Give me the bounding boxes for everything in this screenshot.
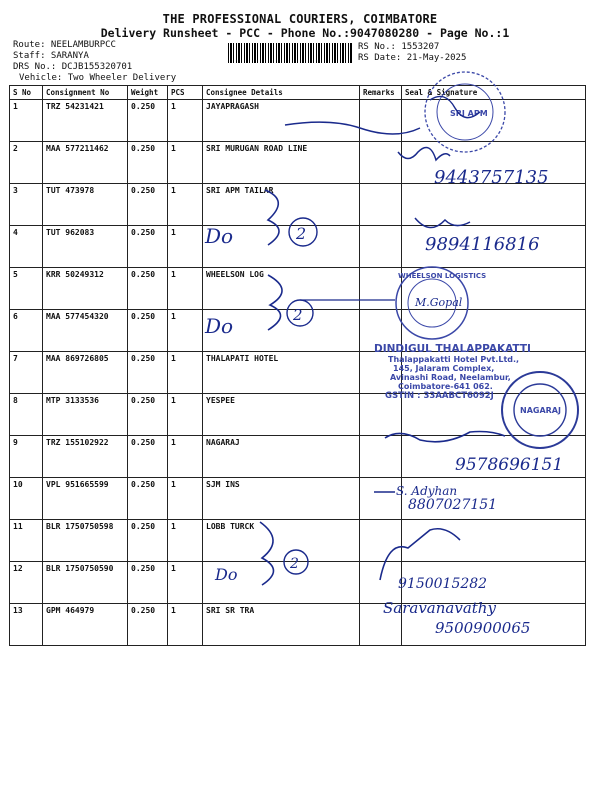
cell-sno: 3 [10, 184, 43, 226]
handwritten-ditto: Do [205, 314, 234, 338]
cell-weight: 0.250 [128, 562, 168, 604]
cell-consignment: KRR 50249312 [43, 268, 128, 310]
cell-seal [402, 226, 586, 268]
table-row [10, 520, 586, 562]
cell-weight: 0.250 [128, 604, 168, 646]
cell-consignee: SRI APM TAILAR [203, 184, 360, 226]
table-row [10, 436, 586, 478]
rs-date: RS Date: 21-May-2025 [358, 53, 467, 63]
cell-seal [402, 604, 586, 646]
document-title: THE PROFESSIONAL COURIERS, COIMBATORE [162, 12, 438, 26]
cell-remarks [360, 562, 402, 604]
cell-sno: 7 [10, 352, 43, 394]
cell-consignment: TUT 473978 [43, 184, 128, 226]
col-header-remarks: Remarks [360, 86, 402, 100]
cell-consignment: MAA 869726805 [43, 352, 128, 394]
cell-consignment: VPL 951665599 [43, 478, 128, 520]
cell-remarks [360, 478, 402, 520]
cell-pcs: 1 [168, 184, 203, 226]
cell-sno: 5 [10, 268, 43, 310]
cell-remarks [360, 394, 402, 436]
handwritten-phone: 9500900065 [435, 619, 531, 637]
cell-pcs: 1 [168, 436, 203, 478]
cell-sno: 2 [10, 142, 43, 184]
cell-pcs: 1 [168, 226, 203, 268]
col-header-seal: Seal & Signature [402, 86, 586, 100]
cell-seal [402, 436, 586, 478]
cell-pcs: 1 [168, 520, 203, 562]
cell-weight: 0.250 [128, 310, 168, 352]
cell-sno: 13 [10, 604, 43, 646]
cell-seal [402, 184, 586, 226]
stamp-line: 145, Jalaram Complex, [393, 364, 495, 373]
handwritten-phone: 8807027151 [408, 497, 498, 513]
runsheet-table [9, 85, 586, 646]
col-header-consignment: Consignment No [43, 86, 128, 100]
stamp-gstin: GSTIN : 33AABCT6092J [385, 391, 494, 401]
cell-consignee: SJM INS [203, 478, 360, 520]
cell-weight: 0.250 [128, 226, 168, 268]
rs-number: RS No.: 1553207 [358, 42, 440, 52]
cell-pcs: 1 [168, 562, 203, 604]
cell-seal [402, 562, 586, 604]
table-row [10, 268, 586, 310]
table-row [10, 310, 586, 352]
stamp-line: Avinashi Road, Neelambur, [390, 373, 511, 382]
cell-sno: 1 [10, 100, 43, 142]
cell-weight: 0.250 [128, 268, 168, 310]
table-row [10, 478, 586, 520]
handwritten-circle-number: 2 [293, 306, 303, 324]
cell-consignment: MTP 3133536 [43, 394, 128, 436]
wheelson-stamp-text: WHEELSON LOGISTICS [398, 272, 487, 280]
drs-label: DRS No.: DCJB155320701 [13, 62, 133, 72]
cell-pcs: 1 [168, 100, 203, 142]
table-row [10, 100, 586, 142]
cell-consignment: TUT 962083 [43, 226, 128, 268]
col-header-pcs: PCS [168, 86, 203, 100]
table-row [10, 226, 586, 268]
table-row [10, 352, 586, 394]
cell-remarks [360, 604, 402, 646]
vehicle-label: Vehicle: Two Wheeler Delivery [19, 73, 177, 83]
cell-consignment: BLR 1750750598 [43, 520, 128, 562]
cell-remarks [360, 520, 402, 562]
cell-remarks [360, 268, 402, 310]
cell-consignment: MAA 577454320 [43, 310, 128, 352]
cell-remarks [360, 100, 402, 142]
cell-seal [402, 310, 586, 352]
cell-sno: 11 [10, 520, 43, 562]
table-header-row [10, 86, 586, 100]
cell-pcs: 1 [168, 478, 203, 520]
cell-weight: 0.250 [128, 142, 168, 184]
stamp-line: Thalappakatti Hotel Pvt.Ltd., [388, 355, 520, 364]
document-subtitle: Delivery Runsheet - PCC - Phone No.:9047080280 - Page No.:1 [100, 26, 510, 40]
cell-consignee: SRI MURUGAN ROAD LINE [203, 142, 360, 184]
cell-remarks [360, 226, 402, 268]
staff-label: Staff: SARANYA [13, 51, 89, 61]
cell-remarks [360, 310, 402, 352]
cell-weight: 0.250 [128, 100, 168, 142]
cell-consignee [203, 310, 360, 352]
cell-weight: 0.250 [128, 352, 168, 394]
cell-consignment: GPM 464979 [43, 604, 128, 646]
table-row [10, 142, 586, 184]
cell-sno: 6 [10, 310, 43, 352]
cell-pcs: 1 [168, 268, 203, 310]
barcode [228, 43, 352, 63]
cell-weight: 0.250 [128, 436, 168, 478]
cell-consignee: YESPEE [203, 394, 360, 436]
cell-consignee [203, 562, 360, 604]
handwritten-phone: 9443757135 [434, 167, 549, 188]
handwritten-name: S. Adyhan [396, 484, 458, 498]
handwritten-sig: M.Gopal [415, 296, 463, 309]
col-header-sno: S No [10, 86, 43, 100]
cell-remarks [360, 184, 402, 226]
cell-seal [402, 352, 586, 394]
handwritten-ditto: Do [215, 565, 238, 584]
cell-consignee: THALAPATI HOTEL [203, 352, 360, 394]
cell-seal [402, 520, 586, 562]
handwritten-circle-number: 2 [296, 224, 307, 243]
table-row [10, 394, 586, 436]
cell-consignment: TRZ 54231421 [43, 100, 128, 142]
handwritten-phone: 9150015282 [398, 576, 488, 592]
handwritten-name: Saravanavathy [383, 599, 496, 617]
cell-sno: 12 [10, 562, 43, 604]
handwritten-circle-number: 2 [290, 556, 299, 572]
col-header-weight: Weight [128, 86, 168, 100]
handwritten-phone: 9894116816 [425, 234, 540, 255]
cell-pcs: 1 [168, 142, 203, 184]
cell-pcs: 1 [168, 394, 203, 436]
cell-weight: 0.250 [128, 184, 168, 226]
nagaraj-stamp-text: NAGARAJ [520, 406, 561, 415]
stamp-line: Coimbatore-641 062. [398, 382, 493, 391]
cell-seal [402, 394, 586, 436]
cell-sno: 8 [10, 394, 43, 436]
cell-sno: 10 [10, 478, 43, 520]
cell-consignment: TRZ 155102922 [43, 436, 128, 478]
cell-consignee: WHEELSON LOG [203, 268, 360, 310]
cell-seal [402, 268, 586, 310]
cell-consignee: LOBB TURCK [203, 520, 360, 562]
table-row [10, 562, 586, 604]
cell-seal [402, 478, 586, 520]
cell-seal [402, 142, 586, 184]
route-label: Route: NEELAMBURPCC [13, 40, 116, 50]
handwritten-phone: 9578696151 [455, 455, 564, 475]
handwritten-ditto: Do [205, 224, 234, 248]
cell-remarks [360, 436, 402, 478]
cell-consignee: JAYAPRAGASH [203, 100, 360, 142]
cell-seal [402, 100, 586, 142]
cell-sno: 4 [10, 226, 43, 268]
cell-consignee: NAGARAJ [203, 436, 360, 478]
cell-weight: 0.250 [128, 394, 168, 436]
cell-consignment: BLR 1750750590 [43, 562, 128, 604]
col-header-consignee: Consignee Details [203, 86, 360, 100]
cell-remarks [360, 142, 402, 184]
cell-consignee [203, 226, 360, 268]
cell-sno: 9 [10, 436, 43, 478]
table-row [10, 184, 586, 226]
cell-consignment: MAA 577211462 [43, 142, 128, 184]
cell-remarks [360, 352, 402, 394]
cell-pcs: 1 [168, 604, 203, 646]
cell-weight: 0.250 [128, 520, 168, 562]
table-row [10, 604, 586, 646]
cell-pcs: 1 [168, 352, 203, 394]
cell-weight: 0.250 [128, 478, 168, 520]
apm-stamp-text: SRI APM [450, 109, 488, 118]
stamp-name: DINDIGUL THALAPPAKATTI [374, 343, 531, 355]
cell-pcs: 1 [168, 310, 203, 352]
cell-consignee: SRI SR TRA [203, 604, 360, 646]
